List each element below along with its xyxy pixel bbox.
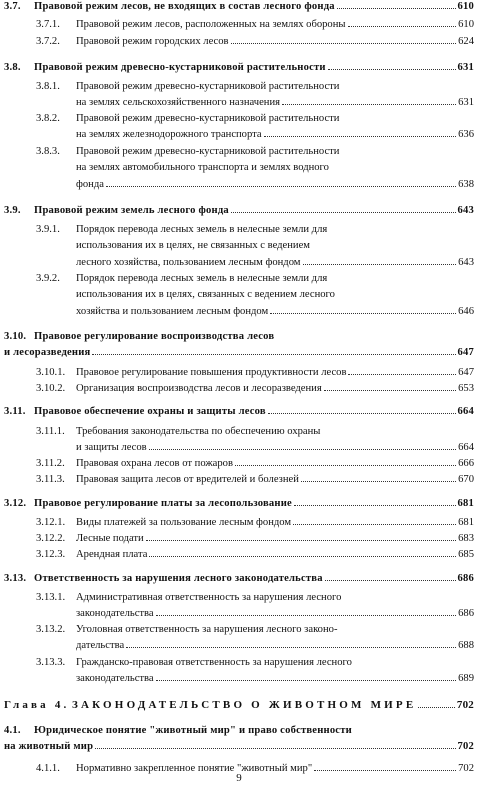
dot-leader xyxy=(149,556,456,557)
toc-entry-line xyxy=(34,572,474,585)
dot-leader xyxy=(95,748,455,749)
toc-entry-line xyxy=(76,382,474,395)
dot-leader xyxy=(235,465,456,466)
toc-entry-page: 685 xyxy=(458,549,474,560)
toc-entry-title: Правовая охрана лесов от пожаров xyxy=(76,458,233,469)
toc-entry-title: Правовой режим земель лесного фонда xyxy=(34,205,229,216)
dot-leader xyxy=(294,505,456,506)
dot-leader xyxy=(293,524,456,525)
toc-entry-title: ЗАКОНОДАТЕЛЬСТВО О ЖИВОТНОМ МИРЕ xyxy=(72,699,417,711)
toc-entry-page: 686 xyxy=(457,573,474,584)
toc-entry-title: Порядок перевода лесных земель в нелесные земли для xyxy=(76,224,328,235)
toc-entry-number: 4.1. xyxy=(4,725,21,736)
toc-entry-title: Организация воспроизводства лесов и лесоразведения xyxy=(76,383,322,394)
toc-entry-number: 3.13.1. xyxy=(36,592,66,603)
toc-entry-page: 638 xyxy=(458,178,474,190)
toc-entry-line xyxy=(76,239,310,252)
toc-entry-line xyxy=(34,0,474,13)
toc-entry-number: 3.11.1. xyxy=(36,426,65,437)
toc-entry-title: на землях автомобильного транспорта и землях водного xyxy=(76,162,329,174)
toc-entry-title: Правовой режим древесно-кустарниковой растительности xyxy=(34,62,326,73)
toc-entry-line xyxy=(4,740,474,753)
toc-entry-number: 3.9.1. xyxy=(36,224,60,235)
toc-entry-line xyxy=(34,724,352,737)
toc-entry-title: Правовое регулирование воспроизводства лесов xyxy=(34,331,275,342)
toc-entry-line xyxy=(76,256,474,269)
toc-entry-line xyxy=(76,607,474,620)
toc-entry-title: на землях сельскохозяйственного назначения xyxy=(76,97,281,109)
toc-entry-page: 670 xyxy=(458,474,474,485)
toc-entry-line xyxy=(76,639,474,652)
dot-leader xyxy=(301,481,456,482)
toc-entry-page: 702 xyxy=(458,763,474,774)
toc-entry-line xyxy=(76,548,474,561)
toc-entry-title: дательства xyxy=(76,640,125,652)
toc-entry-page: 686 xyxy=(458,608,474,620)
toc-entry-number: 3.12.3. xyxy=(36,549,66,560)
toc-entry-title: хозяйства и пользованием лесным фондом xyxy=(76,305,269,317)
dot-leader xyxy=(268,413,456,414)
toc-entry-line xyxy=(76,672,474,685)
toc-entry-title: Гражданско-правовая ответственность за нарушения лесного xyxy=(76,657,352,668)
toc-entry-number: 3.11. xyxy=(4,406,26,417)
dot-leader xyxy=(231,212,456,213)
toc-entry-title: Лесные подати xyxy=(76,533,144,544)
toc-entry-page: 689 xyxy=(458,673,474,685)
toc-entry-title: Административная ответственность за нарушения лесного xyxy=(76,592,342,603)
toc-entry-page: 664 xyxy=(458,442,474,454)
dot-leader xyxy=(348,374,456,375)
toc-entry-page: 610 xyxy=(458,19,474,30)
toc-entry-title: Правовой режим древесно-кустарниковой растительности xyxy=(76,81,340,92)
toc-entry-number: 3.8.2. xyxy=(36,113,60,124)
toc-entry-line xyxy=(4,346,474,359)
dot-leader xyxy=(106,186,456,187)
toc-entry-title: Правовой режим городских лесов xyxy=(76,36,229,47)
dot-leader xyxy=(348,26,457,27)
toc-entry-line xyxy=(76,366,474,379)
toc-entry-title: лесного хозяйства, пользованием лесным фондом xyxy=(76,256,301,268)
toc-entry-page: 702 xyxy=(456,699,474,711)
toc-entry-title: и лесоразведения xyxy=(4,347,91,359)
toc-entry-line xyxy=(76,96,474,109)
toc-entry-number: 3.9. xyxy=(4,205,21,216)
toc-entry-title: использования их в целях, связанных с ведением лесного xyxy=(76,289,335,301)
toc-entry-title: законодательства xyxy=(76,608,154,620)
dot-leader xyxy=(231,43,457,44)
toc-entry-line xyxy=(76,305,474,318)
dot-leader xyxy=(324,390,456,391)
dot-leader xyxy=(156,680,456,681)
toc-entry-number: Глава 4. xyxy=(4,699,70,711)
toc-entry-line xyxy=(76,441,474,454)
toc-entry-line xyxy=(76,18,474,31)
toc-entry-title: и защиты лесов xyxy=(76,442,147,454)
toc-entry-line xyxy=(76,272,327,285)
toc-entry-number: 3.10. xyxy=(4,331,27,342)
toc-entry-title: Арендная плата xyxy=(76,549,148,560)
dot-leader xyxy=(282,104,456,105)
toc-entry-line xyxy=(34,204,474,217)
toc-entry-page: 681 xyxy=(458,517,474,528)
toc-entry-number: 3.8.3. xyxy=(36,146,60,157)
toc-entry-title: Правовой режим древесно-кустарниковой растительности xyxy=(76,113,340,124)
toc-entry-line xyxy=(34,61,474,74)
toc-entry-number: 3.10.1. xyxy=(36,367,66,378)
toc-entry-page: 666 xyxy=(458,458,474,469)
toc-entry-title: Требования законодательства по обеспечению охраны xyxy=(76,426,321,437)
toc-entry-title: Правовой режим древесно-кустарниковой растительности xyxy=(76,146,340,157)
dot-leader xyxy=(328,69,456,70)
toc-entry-title: фонда xyxy=(76,178,104,190)
toc-entry-title: Ответственность за нарушения лесного законодательства xyxy=(34,573,323,584)
toc-entry-title: Правовая защита лесов от вредителей и болезней xyxy=(76,474,299,485)
toc-entry-title: Правовое обеспечение охраны и защиты лесов xyxy=(34,406,266,417)
toc-entry-number: 3.7.1. xyxy=(36,19,60,30)
toc-entry-title: Правовое регулирование платы за лесопользование xyxy=(34,498,292,509)
dot-leader xyxy=(264,136,457,137)
toc-entry-line xyxy=(76,112,339,125)
toc-entry-title: Порядок перевода лесных земель в нелесные земли для xyxy=(76,273,328,284)
toc-entry-line xyxy=(34,330,274,343)
toc-entry-line xyxy=(76,473,474,486)
dot-leader xyxy=(146,540,456,541)
toc-entry-number: 3.13.3. xyxy=(36,657,66,668)
toc-entry-page: 653 xyxy=(458,383,474,394)
toc-entry-line xyxy=(76,516,474,529)
dot-leader xyxy=(325,580,456,581)
toc-entry-line xyxy=(76,623,337,636)
dot-leader xyxy=(156,615,456,616)
toc-entry-line xyxy=(34,405,474,418)
toc-entry-title: на животный мир xyxy=(4,741,94,753)
toc-entry-line xyxy=(34,497,474,510)
toc-entry-number: 3.13. xyxy=(4,573,27,584)
toc-entry-number: 3.8.1. xyxy=(36,81,60,92)
toc-entry-line xyxy=(76,288,335,301)
toc-entry-page: 681 xyxy=(457,498,474,509)
toc-entry-page: 647 xyxy=(458,367,474,378)
toc-entry-line xyxy=(76,457,474,470)
toc-entry-line xyxy=(76,145,339,158)
toc-entry-number: 3.11.2. xyxy=(36,458,65,469)
toc-entry-page: 643 xyxy=(458,256,474,268)
page-number: 9 xyxy=(236,772,242,784)
toc-entry-page: 624 xyxy=(458,36,474,47)
toc-entry-page: 683 xyxy=(458,533,474,544)
toc-entry-line xyxy=(76,223,327,236)
toc-entry-line xyxy=(76,532,474,545)
toc-entry-title: Юридическое понятие "животный мир" и право собственности xyxy=(34,725,352,736)
toc-entry-line xyxy=(76,128,474,141)
toc-entry-page: 647 xyxy=(457,347,474,359)
toc-entry-page: 643 xyxy=(457,205,474,216)
toc-entry-title: Виды платежей за пользование лесным фондом xyxy=(76,517,292,528)
toc-entry-number: 4.1.1. xyxy=(36,763,60,774)
dot-leader xyxy=(418,707,455,708)
dot-leader xyxy=(337,8,456,9)
toc-entry-number: 3.9.2. xyxy=(36,273,60,284)
toc-entry-page: 646 xyxy=(458,305,474,317)
toc-entry-page: 636 xyxy=(458,129,474,141)
toc-entry-line xyxy=(76,161,329,174)
toc-entry-number: 3.11.3. xyxy=(36,474,65,485)
toc-entry-page: 688 xyxy=(458,640,474,652)
toc-entry-number: 3.12. xyxy=(4,498,27,509)
toc-entry-line xyxy=(76,656,352,669)
toc-entry-number: 3.12.1. xyxy=(36,517,66,528)
toc-entry-number: 3.7. xyxy=(4,1,21,12)
toc-entry-number: 3.13.2. xyxy=(36,624,66,635)
dot-leader xyxy=(303,264,457,265)
toc-entry-line xyxy=(76,425,320,438)
dot-leader xyxy=(92,354,455,355)
toc-entry-number: 3.10.2. xyxy=(36,383,66,394)
toc-entry-line xyxy=(72,699,474,712)
toc-entry-number: 3.12.2. xyxy=(36,533,66,544)
toc-entry-title: Правовое регулирование повышения продуктивности лесов xyxy=(76,367,347,378)
dot-leader xyxy=(149,449,456,450)
dot-leader xyxy=(314,770,456,771)
dot-leader xyxy=(270,313,456,314)
toc-entry-page: 702 xyxy=(457,741,474,753)
toc-entry-title: Уголовная ответственность за нарушения лесного законо- xyxy=(76,624,338,635)
toc-entry-page: 664 xyxy=(457,406,474,417)
toc-entry-title: Нормативно закрепленное понятие "животный мир" xyxy=(76,763,313,774)
toc-entry-page: 631 xyxy=(457,62,474,73)
toc-entry-line xyxy=(76,178,474,191)
toc-entry-line xyxy=(76,80,339,93)
dot-leader xyxy=(126,647,456,648)
toc-entry-number: 3.7.2. xyxy=(36,36,60,47)
toc-entry-title: законодательства xyxy=(76,673,154,685)
toc-entry-line xyxy=(76,591,341,604)
toc-entry-line xyxy=(76,35,474,48)
toc-entry-title: Правовой режим лесов, не входящих в состав лесного фонда xyxy=(34,1,335,12)
toc-entry-title: использования их в целях, не связанных с ведением xyxy=(76,240,310,252)
toc-entry-page: 631 xyxy=(458,97,474,109)
toc-entry-title: на землях железнодорожного транспорта xyxy=(76,129,262,141)
toc-entry-page: 610 xyxy=(457,1,474,12)
toc-entry-number: 3.8. xyxy=(4,62,21,73)
toc-entry-title: Правовой режим лесов, расположенных на землях обороны xyxy=(76,19,346,30)
